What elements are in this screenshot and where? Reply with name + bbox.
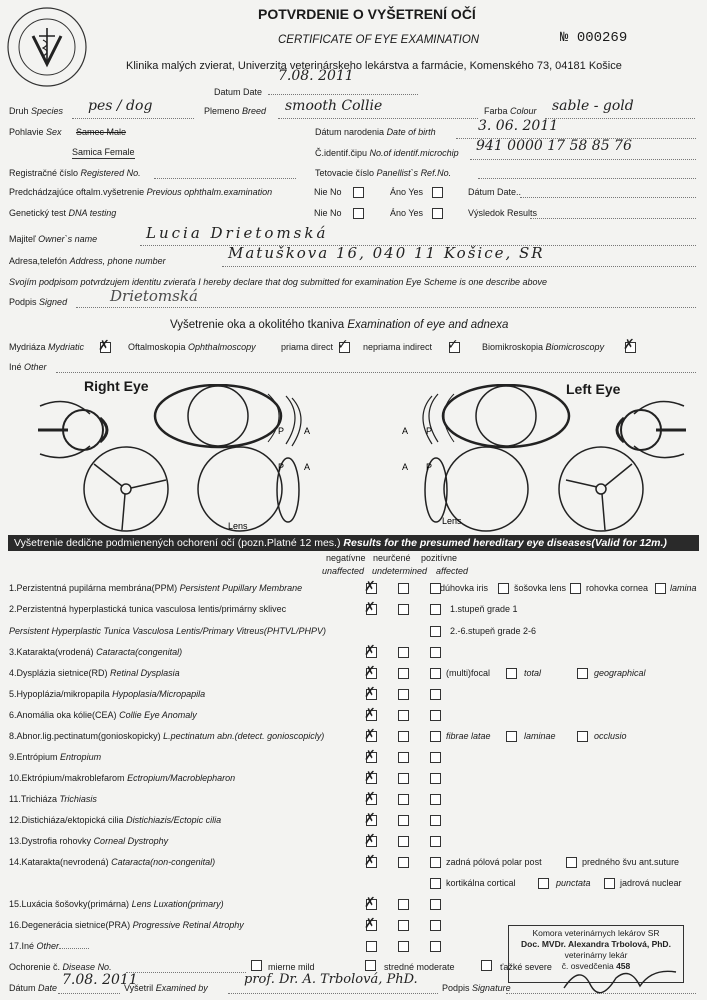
opt-cornea: rohovka cornea [586, 583, 649, 593]
other-label: Iné Other [9, 362, 47, 372]
col-unaffected-sk: negatívne [326, 553, 366, 563]
number-value: 000269 [576, 30, 628, 46]
row-3-label: 3.Katarakta(vrodená) Cataracta(congenital) [9, 647, 183, 657]
left-a-label: A [402, 426, 409, 436]
opt-grade1: 1.stupeň grade 1 [450, 604, 518, 614]
row-8-label: 8.Abnor.lig.pectinatum(gonioskopicky) L.pectinatum abn.(detect. gonioscopicly) [9, 731, 325, 741]
row-13-affected-checkbox[interactable] [430, 836, 441, 847]
opt-total-checkbox[interactable] [577, 668, 588, 679]
prev-no-checkbox[interactable] [353, 187, 364, 198]
row-4-label: 4.Dysplázia sietnice(RD) Retinal Dysplasia [9, 668, 180, 678]
row-4-undetermined-checkbox[interactable] [398, 668, 409, 679]
chip-label: Č.identif.čipu No.of identif.microchip [315, 148, 459, 158]
row-3-undetermined-checkbox[interactable] [398, 647, 409, 658]
page-title: POTVRDENIE O VYŠETRENÍ OČÍ [258, 6, 476, 22]
dob-label: Dátum narodenia Date of birth [315, 127, 436, 137]
sex-female-option: Samica Female [72, 147, 135, 157]
severe-label: ťažké severe [500, 962, 552, 972]
owner-signed-label: Podpis Signed [9, 297, 68, 307]
right-a-label: A [304, 426, 311, 436]
indirect-mark: ✓ [447, 337, 459, 353]
row-8-unaffected-mark: ✗ [364, 727, 376, 743]
address-value: Matuškova 16, 040 11 Košice, SR [228, 244, 545, 262]
examined-value: prof. Dr. A. Trbolová, PhD. [244, 972, 418, 987]
left-lens-label: Lens [442, 516, 462, 526]
examined-label: Vyšetril Examined by [124, 983, 208, 993]
header-date-label: Datum Date [214, 87, 263, 97]
opt-multifocal-checkbox[interactable] [506, 668, 517, 679]
row-17-undetermined-checkbox[interactable] [398, 941, 409, 952]
left-a-label-2: A [402, 462, 409, 472]
indirect-label: nepriama indirect [363, 342, 433, 352]
direct-label: priama direct [281, 342, 334, 352]
row-9-unaffected-mark: ✗ [364, 748, 376, 764]
row-14b-affected-checkbox[interactable] [430, 878, 441, 889]
owner-name-label: Majiteľ Owner`s name [9, 234, 98, 244]
row-10-affected-checkbox[interactable] [430, 773, 441, 784]
clinic-name: Klinika malých zvierat, Univerzita veterinárskeho lekárstva a farmácie, Komenského 73, 04181 Košice [126, 60, 622, 72]
row-1-unaffected-mark: ✗ [364, 579, 376, 595]
row-16-undetermined-checkbox[interactable] [398, 920, 409, 931]
row-2-unaffected-mark: ✗ [364, 600, 376, 616]
row-17-affected-checkbox[interactable] [430, 941, 441, 952]
opt-geographical: geographical [594, 668, 646, 678]
page-subtitle: CERTIFICATE OF EYE EXAMINATION [278, 34, 480, 46]
row-5-unaffected-mark: ✗ [364, 685, 376, 701]
dna-no: Nie No [314, 208, 342, 218]
row-10-label: 10.Ektrópium/makroblefarom Ectropium/Macroblepharon [9, 773, 236, 783]
mild-label: mierne mild [268, 962, 315, 972]
species-value: pes / dog [88, 98, 153, 114]
opt-fibrae-checkbox[interactable] [506, 731, 517, 742]
row-2-affected-checkbox[interactable] [430, 604, 441, 615]
owner-name-value: Lucia Drietomská [146, 224, 329, 242]
row-15-undetermined-checkbox[interactable] [398, 899, 409, 910]
row-12-affected-checkbox[interactable] [430, 815, 441, 826]
dob-value: 3. 06. 2011 [478, 118, 559, 134]
row-10-undetermined-checkbox[interactable] [398, 773, 409, 784]
row-13-undetermined-checkbox[interactable] [398, 836, 409, 847]
row-12-label: 12.Distichiáza/ektopická cilia Distichiazis/Ectopic cilia [9, 815, 222, 825]
colour-value: sable - gold [552, 98, 634, 114]
disease-no-label: Ochorenie č. Disease No. [9, 962, 112, 972]
biomicroscopy-mark: ✗ [623, 337, 635, 353]
opt-cortical: kortikálna cortical [446, 878, 516, 888]
row-13-unaffected-mark: ✗ [364, 832, 376, 848]
stamp-line-1: Komora veterinárnych lekárov SR [532, 928, 660, 938]
row-16-affected-checkbox[interactable] [430, 920, 441, 931]
row-2-label: 2.Perzistentná hyperplastická tunica vasculosa lentis/primárny sklivec [9, 604, 287, 614]
ophthalmoscopy-label: Oftalmoskopia Ophthalmoscopy [128, 342, 256, 352]
opt-nuclear: jadrová nuclear [620, 878, 682, 888]
opt-iris: dúhovka iris [440, 583, 489, 593]
stamp-line-4: č. osvedčenia [561, 961, 614, 971]
row-9-undetermined-checkbox[interactable] [398, 752, 409, 763]
row-11-unaffected-mark: ✗ [364, 790, 376, 806]
left-p-label: P [426, 426, 433, 436]
opt-punctata-checkbox[interactable] [604, 878, 615, 889]
address-label: Adresa,telefón Address, phone number [9, 256, 166, 266]
row-11-label: 11.Trichiáza Trichiasis [9, 794, 97, 804]
right-eye-diagram [28, 384, 328, 534]
row-1-undetermined-checkbox[interactable] [398, 583, 409, 594]
right-p-label: P [278, 426, 285, 436]
breed-value: smooth Collie [285, 98, 383, 114]
row-15-affected-checkbox[interactable] [430, 899, 441, 910]
opt-multifocal: (multi)focal [446, 668, 491, 678]
sex-male-option: Samec Male [76, 127, 127, 137]
prev-yes: Áno Yes [390, 187, 424, 197]
opt-polar-post-checkbox[interactable] [566, 857, 577, 868]
sex-label: Pohlavie Sex [9, 127, 62, 137]
row-10-unaffected-mark: ✗ [364, 769, 376, 785]
breed-label: Plemeno Breed [204, 106, 267, 116]
row-14-undetermined-checkbox[interactable] [398, 857, 409, 868]
left-eye-label: Left Eye [566, 381, 621, 397]
tattoo-label: Tetovacie číslo Panellist`s Ref.No. [315, 168, 452, 178]
row-17-label: 17.Iné Other [9, 941, 89, 951]
chip-value: 941 0000 17 58 85 76 [476, 138, 632, 154]
university-logo [6, 6, 88, 88]
opt-cornea-checkbox[interactable] [655, 583, 666, 594]
reg-label: Registračné číslo Registered No. [9, 168, 141, 178]
row-8-undetermined-checkbox[interactable] [398, 731, 409, 742]
col-undetermined-en: undetermined [372, 566, 428, 576]
row-6-label: 6.Anomália oka kólie(CEA) Collie Eye Anomaly [9, 710, 197, 720]
row-2b-affected-checkbox[interactable] [430, 626, 441, 637]
right-p-label-2: P [278, 462, 285, 472]
exam-section-title: Vyšetrenie oka a okolitého tkaniva Examination of eye and adnexa [170, 319, 509, 331]
dna-label: Genetický test DNA testing [9, 208, 117, 218]
right-lens-label: Lens [228, 521, 248, 531]
row-9-affected-checkbox[interactable] [430, 752, 441, 763]
opt-cortical-checkbox[interactable] [538, 878, 549, 889]
dna-results: Výsledok Results [468, 208, 538, 218]
opt-ant-suture: predného švu ant.suture [582, 857, 680, 867]
row-13-label: 13.Dystrofia rohovky Corneal Dystrophy [9, 836, 169, 846]
left-p-label-2: P [426, 462, 433, 472]
header-date-value: 7.08. 2011 [278, 68, 354, 84]
row-12-unaffected-mark: ✗ [364, 811, 376, 827]
species-label: Druh Species [9, 106, 64, 116]
results-header-bar: Vyšetrenie dedične podmienených ochorení očí (pozn.Platné 12 mes.) Results for the presumed hereditary eye diseases(Valid for 12m.) [8, 535, 699, 551]
colour-label: Farba Colour [484, 106, 537, 116]
row-15-unaffected-mark: ✗ [364, 895, 376, 911]
row-4-unaffected-mark: ✗ [364, 664, 376, 680]
prev-no: Nie No [314, 187, 342, 197]
row-3-unaffected-mark: ✗ [364, 643, 376, 659]
biomicroscopy-label: Biomikroskopia Biomicroscopy [482, 342, 605, 352]
opt-punctata: punctata [556, 878, 591, 888]
opt-grade26: 2.-6.stupeň grade 2-6 [450, 626, 537, 636]
row-6-affected-checkbox[interactable] [430, 710, 441, 721]
row-17-unaffected-checkbox[interactable] [366, 941, 377, 952]
number-label: № [560, 30, 569, 46]
row-12-undetermined-checkbox[interactable] [398, 815, 409, 826]
opt-occlusio: occlusio [594, 731, 627, 741]
signature-label: Podpis Signature [442, 983, 511, 993]
opt-lens: šošovka lens [514, 583, 567, 593]
row-5-affected-checkbox[interactable] [430, 689, 441, 700]
opt-total: total [524, 668, 542, 678]
stamp-line-2: Doc. MVDr. Alexandra Trbolová, PhD. [521, 939, 671, 949]
moderate-label: stredné moderate [384, 962, 455, 972]
opt-lens-checkbox[interactable] [570, 583, 581, 594]
opt-polar-post: zadná pólová polar post [446, 857, 542, 867]
certificate-number [560, 30, 627, 46]
row-11-undetermined-checkbox[interactable] [398, 794, 409, 805]
row-14-label: 14.Katarakta(nevrodená) Cataracta(non-congenital) [9, 857, 216, 867]
left-eye-diagram [396, 384, 696, 534]
opt-fibrae: fibrae latae [446, 731, 491, 741]
mydriasis-label: Mydriáza Mydriatic [9, 342, 85, 352]
row-2b-label: Persistent Hyperplastic Tunica Vasculosa Lentis/Primary Vitreus(PHTVL/PHPV) [9, 626, 326, 636]
row-6-undetermined-checkbox[interactable] [398, 710, 409, 721]
prev-exam-label: Predchádzajúce oftalm.vyšetrenie Previous ophthalm.examination [9, 187, 273, 197]
footer-date-label: Dátum Date [9, 983, 58, 993]
right-a-label-2: A [304, 462, 311, 472]
row-1-label: 1.Perzistentná pupilárna membrána(PPM) Persistent Pupillary Membrane [9, 583, 303, 593]
row-4-affected-checkbox[interactable] [430, 668, 441, 679]
col-affected-sk: pozitívne [421, 553, 458, 563]
row-14-affected-checkbox[interactable] [430, 857, 441, 868]
row-6-unaffected-mark: ✗ [364, 706, 376, 722]
moderate-checkbox[interactable] [365, 960, 376, 971]
stamp-line-3: veterinárny lekár [564, 950, 628, 960]
row-16-label: 16.Degenerácia sietnice(PRA) Progressive Retinal Atrophy [9, 920, 244, 930]
row-9-label: 9.Entrópium Entropium [9, 752, 102, 762]
dna-yes-checkbox[interactable] [432, 208, 443, 219]
prev-date: Dátum Date.. [468, 187, 522, 197]
row-5-undetermined-checkbox[interactable] [398, 689, 409, 700]
mydriasis-mark: ✗ [98, 338, 110, 354]
opt-laminae: laminae [524, 731, 556, 741]
col-affected-en: affected [436, 566, 469, 576]
row-14-unaffected-mark: ✗ [364, 853, 376, 869]
examiner-signature [560, 958, 680, 998]
dna-yes: Áno Yes [390, 208, 424, 218]
row-8-affected-checkbox[interactable] [430, 731, 441, 742]
dna-no-checkbox[interactable] [353, 208, 364, 219]
opt-lamina: lamina [670, 583, 697, 593]
row-15-label: 15.Luxácia šošovky(primárna) Lens Luxation(primary) [9, 899, 224, 909]
stamp-number: 458 [616, 961, 631, 971]
row-11-affected-checkbox[interactable] [430, 794, 441, 805]
col-undetermined-sk: neurčené [373, 553, 411, 563]
owner-signature: Drietomská [110, 287, 198, 305]
row-5-label: 5.Hypoplázia/mikropapila Hypoplasia/Micropapila [9, 689, 206, 699]
col-unaffected-en: unaffected [322, 566, 365, 576]
prev-yes-checkbox[interactable] [432, 187, 443, 198]
severe-checkbox[interactable] [481, 960, 492, 971]
opt-iris-checkbox[interactable] [498, 583, 509, 594]
right-eye-label: Right Eye [84, 378, 149, 394]
mild-checkbox[interactable] [251, 960, 262, 971]
row-3-affected-checkbox[interactable] [430, 647, 441, 658]
footer-date-value: 7.08. 2011 [62, 972, 138, 988]
row-2-undetermined-checkbox[interactable] [398, 604, 409, 615]
owner-declaration: Svojím podpisom potvrdzujem identitu zvieraťa I hereby declare that dog submitted for examination Eye Scheme is one describe above [9, 277, 547, 287]
row-16-unaffected-mark: ✗ [364, 916, 376, 932]
direct-mark: ✓ [337, 337, 349, 353]
opt-laminae-checkbox[interactable] [577, 731, 588, 742]
